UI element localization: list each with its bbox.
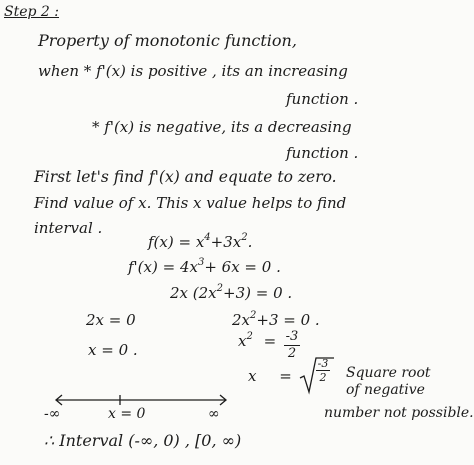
- equation-factored-exp: 2: [216, 283, 224, 294]
- numline-right-label: ∞: [208, 406, 220, 422]
- intro-line-3: interval .: [34, 219, 103, 237]
- note-line-1: Square root: [346, 365, 431, 381]
- right-equation-1: [232, 311, 320, 329]
- numline-mid-label: x = 0: [108, 406, 146, 422]
- sqrt-fraction: [316, 358, 330, 383]
- equation-f-mid: +3x: [210, 233, 242, 251]
- step-title-text: Step 2 :: [4, 4, 59, 20]
- right-equation-3-var: x: [248, 367, 257, 385]
- right-equation-3-eq: =: [279, 367, 292, 385]
- sqrt-denominator: 2: [319, 371, 327, 384]
- equation-derivative-exp: 3: [197, 257, 205, 268]
- left-equation-1: 2x = 0: [86, 311, 136, 329]
- property-heading: Property of monotonic function,: [38, 31, 297, 50]
- right-equation-1-exp: 2: [250, 310, 257, 321]
- conclusion: ∴ Interval (-∞, 0) , [0, ∞): [44, 431, 242, 450]
- sqrt-numerator: -3: [317, 357, 329, 370]
- equation-f-exp1: 4: [204, 232, 211, 243]
- equation-derivative: [128, 258, 281, 276]
- numline-left-label: -∞: [44, 406, 61, 422]
- positive-rule: when * f'(x) is positive , its an increasing: [38, 62, 348, 80]
- right-equation-1-a: 2x: [232, 311, 251, 329]
- intro-line-2: Find value of x. This x value helps to find: [34, 194, 347, 212]
- equation-f-lhs: f(x) = x: [148, 233, 205, 251]
- equation-f-end: .: [247, 233, 253, 251]
- negative-rule-cont: function .: [286, 144, 359, 162]
- equation-f-exp2: 2: [241, 232, 248, 243]
- equation-derivative-rhs: + 6x = 0 .: [204, 258, 281, 276]
- note-line-2: of negative: [346, 382, 425, 398]
- fraction-numerator: -3: [285, 329, 299, 344]
- positive-rule-cont: function .: [286, 90, 359, 108]
- right-equation-1-b: +3 = 0 .: [256, 311, 320, 329]
- equation-factored: [170, 284, 292, 302]
- left-equation-2: x = 0 .: [88, 341, 138, 359]
- right-equation-2-exp: 2: [246, 331, 253, 342]
- right-equation-2: [238, 332, 276, 350]
- right-equation-2-var: x: [238, 332, 247, 350]
- negative-rule: * f'(x) is negative, its a decreasing: [92, 118, 352, 136]
- equation-f: [148, 233, 252, 251]
- intro-line-1: First let's find f'(x) and equate to zero.: [34, 168, 337, 186]
- equation-factored-rhs: +3) = 0 .: [223, 284, 293, 302]
- equation-factored-lhs: 2x (2x: [170, 284, 217, 302]
- equation-derivative-lhs: f'(x) = 4x: [128, 258, 198, 276]
- step-title: [4, 3, 59, 21]
- right-equation-2-fraction: [284, 330, 300, 361]
- right-equation-2-eq: =: [263, 332, 277, 350]
- note-line-3: number not possible.: [324, 405, 474, 421]
- right-equation-3: [248, 367, 292, 385]
- fraction-denominator: 2: [287, 346, 297, 361]
